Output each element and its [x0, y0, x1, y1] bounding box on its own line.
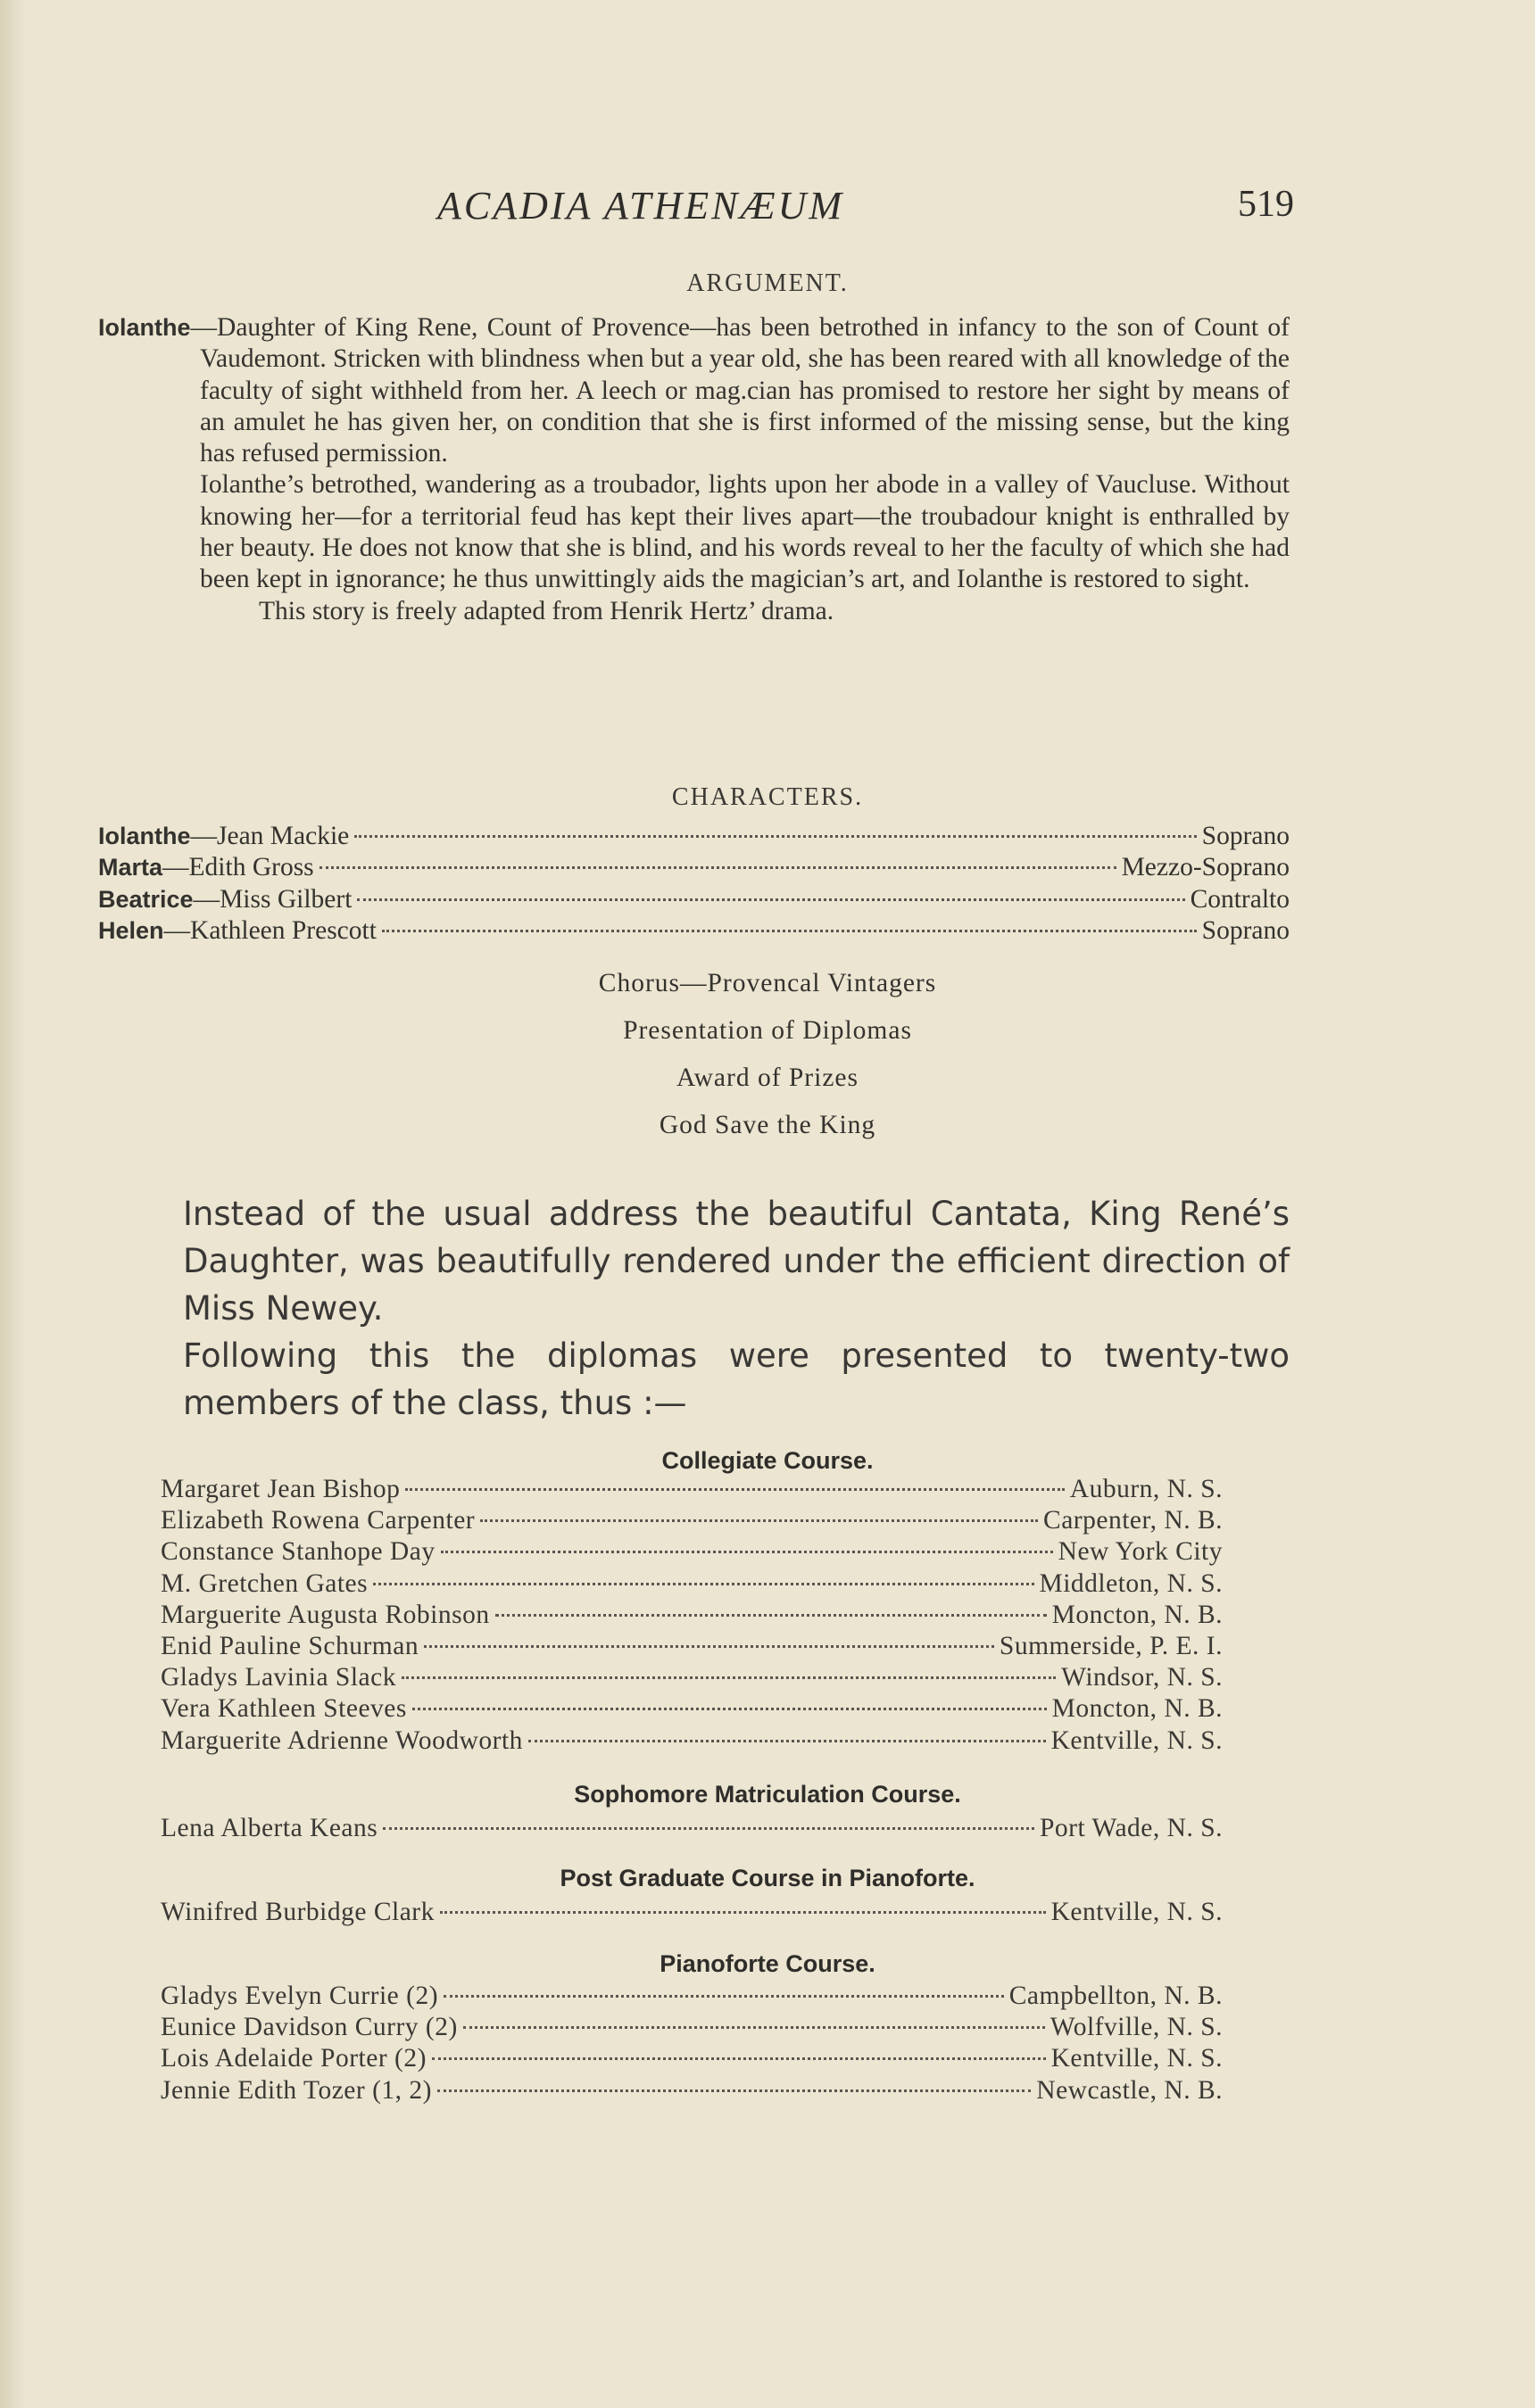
graduate-hometown: Campbellton, N. B. [1008, 1982, 1223, 2010]
dot-leader [528, 1740, 1046, 1742]
graduate-row [161, 2043, 1223, 2074]
character-role: Iolanthe [98, 823, 191, 849]
graduate-name: Margaret Jean Bishop [161, 1475, 401, 1503]
graduate-hometown: Kentville, N. S. [1050, 1898, 1223, 1926]
graduate-row [161, 1897, 1223, 1928]
character-actor: —Kathleen Prescott [163, 915, 377, 945]
graduate-name: Jennie Edith Tozer (1, 2) [161, 2075, 432, 2105]
graduate-hometown: Carpenter, N. B. [1043, 1506, 1223, 1535]
dot-leader [440, 1911, 1046, 1914]
character-voice: Mezzo-Soprano [1121, 853, 1290, 882]
graduate-hometown: Wolfville, N. S. [1050, 2013, 1223, 2042]
course-title: Collegiate Course. [661, 1447, 874, 1474]
dot-leader [495, 1614, 1047, 1617]
dot-leader [402, 1676, 1056, 1679]
argument-source-note: This story is freely adapted from Henrik Hertz’ drama. [259, 596, 834, 625]
character-actor: —Jean Mackie [190, 822, 350, 850]
graduate-name: Gladys Lavinia Slack [161, 1663, 396, 1692]
character-role: Beatrice [98, 885, 194, 913]
characters-heading: CHARACTERS. [671, 783, 864, 811]
graduate-row [161, 1725, 1223, 1757]
program-item: Presentation of Diplomas [623, 1016, 912, 1045]
graduate-name: Gladys Evelyn Currie (2) [161, 1982, 439, 2010]
graduate-name: Elizabeth Rowena Carpenter [161, 1506, 476, 1535]
graduate-name: Winifred Burbidge Clark [161, 1898, 435, 1926]
course-roster [161, 1897, 1223, 1928]
character-actor: —Miss Gilbert [193, 884, 353, 914]
graduate-row [161, 1693, 1223, 1725]
graduate-hometown: Windsor, N. S. [1061, 1663, 1223, 1692]
graduate-row [161, 1568, 1223, 1600]
page-number: 519 [1238, 184, 1294, 225]
page-edge-shadow [0, 0, 25, 2408]
graduate-name: Marguerite Adrienne Woodworth [161, 1725, 523, 1755]
character-voice: Soprano [1201, 915, 1290, 945]
course-title: Post Graduate Course in Pianoforte. [560, 1865, 975, 1891]
character-row [98, 821, 1290, 852]
graduate-hometown: Summerside, P. E. I. [999, 1632, 1223, 1661]
graduate-name: Enid Pauline Schurman [161, 1632, 419, 1661]
journal-title: ACADIA ATHENÆUM [437, 184, 845, 228]
dot-leader [382, 930, 1197, 932]
character-role: Marta [98, 854, 163, 881]
graduate-row [161, 2075, 1223, 2106]
narrative-paragraph-1: Instead of the usual address the beautiful Cantata, King René’s Daughter, was beautifully rendered under the efficient direction of Miss Newey. [183, 1195, 1290, 1328]
argument-heading: ARGUMENT. [686, 269, 849, 297]
dot-leader [432, 2057, 1046, 2060]
graduate-name: M. Gretchen Gates [161, 1568, 369, 1598]
argument-paragraph-1 [98, 312, 1290, 469]
character-voice: Soprano [1201, 822, 1290, 850]
graduate-row [161, 1536, 1223, 1568]
graduate-row [161, 1474, 1223, 1505]
graduate-name: Lois Adelaide Porter (2) [161, 2044, 427, 2073]
character-row [98, 884, 1290, 915]
course-roster [161, 1813, 1223, 1844]
characters-list [98, 821, 1290, 947]
graduate-hometown: Middleton, N. S. [1039, 1568, 1223, 1598]
character-voice: Contralto [1190, 884, 1290, 914]
dot-leader [444, 1995, 1004, 1998]
graduate-hometown: New York City [1058, 1537, 1223, 1567]
dot-leader [412, 1708, 1047, 1710]
dot-leader [480, 1519, 1038, 1522]
argument-paragraph-2: Iolanthe’s betrothed, wandering as a troubador, lights upon her abode in a valley of Vaucluse. Without knowing her—for a territorial feud has kept their lives apart—the troubadour knight is enthralled by her beauty. He does not know that she is blind, and his words reveal to her the faculty of which she had been kept in ignorance; he thus unwittingly aids the magician’s art, and Iolanthe is restored to sight. [200, 470, 1290, 594]
argument-section [98, 312, 1290, 627]
graduate-row [161, 1662, 1223, 1693]
graduate-row [161, 1600, 1223, 1631]
graduate-name: Marguerite Augusta Robinson [161, 1600, 490, 1629]
graduate-row [161, 1631, 1223, 1662]
dot-leader [437, 2089, 1031, 2092]
graduate-row [161, 1505, 1223, 1536]
dot-leader [463, 2026, 1045, 2029]
graduate-hometown: Newcastle, N. B. [1036, 2075, 1223, 2105]
graduate-hometown: Moncton, N. B. [1051, 1600, 1223, 1629]
running-header [170, 183, 1294, 236]
graduate-name: Vera Kathleen Steeves [161, 1694, 407, 1724]
graduate-hometown: Port Wade, N. S. [1039, 1814, 1223, 1842]
program-item: God Save the King [659, 1111, 876, 1139]
graduate-name: Eunice Davidson Curry (2) [161, 2013, 458, 2042]
course-title: Sophomore Matriculation Course. [574, 1781, 961, 1808]
graduate-hometown: Moncton, N. B. [1051, 1694, 1223, 1724]
graduate-hometown: Auburn, N. S. [1069, 1475, 1223, 1503]
program-item: Award of Prizes [676, 1063, 859, 1092]
course-title: Pianoforte Course. [660, 1950, 875, 1977]
argument-lead-text: —Daughter of King Rene, Count of Provence—has been betrothed in infancy to the son of Count of Vaudemont. Stricken with blindness when but a year old, she has been reared with all knowledge of the faculty of sight withheld from her. A leech or mag.cian has promised to restore her sight by means of an amulet he has given her, on condition that she is first informed of the missing sense, but the king has refused permission. [190, 313, 1290, 468]
graduate-hometown: Kentville, N. S. [1050, 2044, 1223, 2073]
graduate-name: Constance Stanhope Day [161, 1537, 436, 1567]
argument-lead-name: Iolanthe [98, 314, 191, 341]
dot-leader [405, 1488, 1064, 1491]
narrative-text [183, 1190, 1290, 1427]
dot-leader [373, 1583, 1033, 1585]
dot-leader [383, 1827, 1034, 1830]
narrative-paragraph-2: Following this the diplomas were presented to twenty-two members of the class, thus :— [183, 1336, 1290, 1422]
dot-leader [441, 1551, 1053, 1553]
graduate-hometown: Kentville, N. S. [1050, 1725, 1223, 1755]
course-roster [161, 1474, 1223, 1757]
character-row [98, 915, 1290, 947]
character-actor: —Edith Gross [162, 853, 314, 882]
dot-leader [354, 835, 1196, 838]
character-row [98, 852, 1290, 883]
dot-leader [319, 866, 1116, 869]
dot-leader [424, 1645, 994, 1648]
graduate-row [161, 2012, 1223, 2043]
graduate-row [161, 1981, 1223, 2012]
course-roster [161, 1981, 1223, 2106]
character-role: Helen [98, 916, 164, 944]
graduate-row [161, 1813, 1223, 1844]
program-item: Chorus—Provencal Vintagers [598, 969, 937, 997]
dot-leader [357, 898, 1184, 901]
graduate-name: Lena Alberta Keans [161, 1814, 378, 1842]
